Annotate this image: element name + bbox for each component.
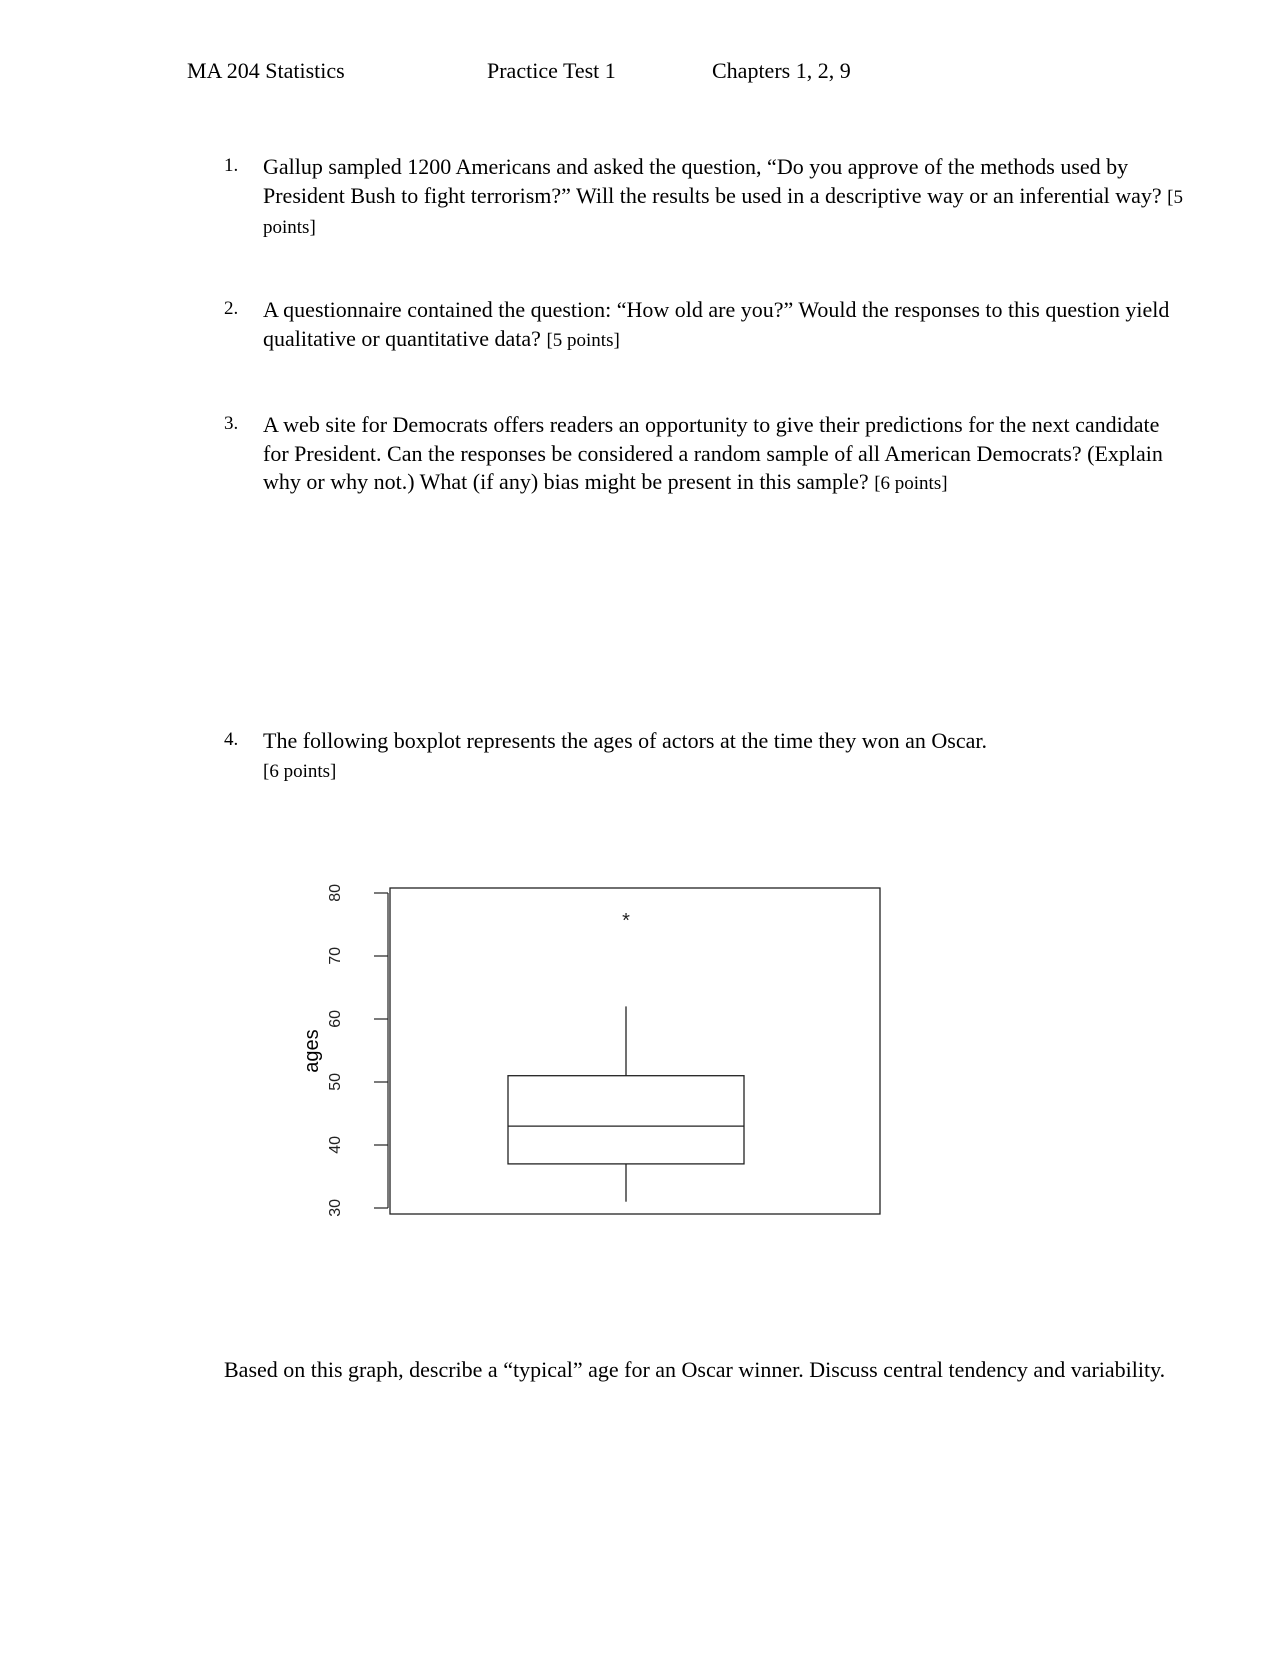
chapters-label: Chapters 1, 2, 9 <box>712 58 851 83</box>
y-axis-label: ages <box>301 1029 323 1073</box>
iqr-box <box>508 1076 744 1164</box>
y-tick-label: 80 <box>327 884 344 902</box>
outliers <box>622 910 630 932</box>
y-tick-label: 50 <box>327 1073 344 1091</box>
question-1 <box>224 153 1184 243</box>
y-axis-ticks <box>327 884 388 1217</box>
plot-frame <box>390 888 880 1214</box>
question-number: 2. <box>224 298 239 319</box>
question-points: [6 points] <box>874 473 948 494</box>
question-text: The following boxplot represents the ages of actors at the time they won an Oscar. <box>263 728 987 753</box>
y-tick-label: 70 <box>327 947 344 965</box>
question-text: Gallup sampled 1200 Americans and asked the question, “Do you approve of the methods used by President Bush to fight terrorism?” Will the results be used in a descriptive way or an inferential way? <box>263 154 1162 208</box>
followup-question: Based on this graph, describe a “typical” age for an Oscar winner. Discuss central tendency and variability. <box>224 1357 1166 1382</box>
course-title: MA 204 Statistics <box>187 58 345 83</box>
question-text: A web site for Democrats offers readers an opportunity to give their predictions for the next candidate for President. Can the responses be considered a random sample of all American Democrats? (Explain why or why not.) What (if any) bias might be present in this sample? <box>263 412 1163 494</box>
question-number: 4. <box>224 729 239 750</box>
question-4 <box>224 727 1184 786</box>
y-tick-label: 30 <box>327 1199 344 1217</box>
question-3 <box>224 411 1184 499</box>
question-number: 3. <box>224 413 239 434</box>
question-points: [5 points] <box>546 329 620 351</box>
question-points: [5 points] <box>263 186 1183 238</box>
test-title: Practice Test 1 <box>487 58 616 83</box>
ages-boxplot <box>290 868 890 1228</box>
y-tick-label: 40 <box>327 1136 344 1154</box>
y-tick-label: 60 <box>327 1010 344 1028</box>
question-points: [6 points] <box>263 760 337 782</box>
question-text: A questionnaire contained the question: “How old are you?” Would the responses to this question yield qualitative or quantitative data? <box>263 297 1170 351</box>
question-2 <box>224 296 1184 355</box>
question-number: 1. <box>224 155 239 176</box>
outlier-point: * <box>622 910 630 933</box>
